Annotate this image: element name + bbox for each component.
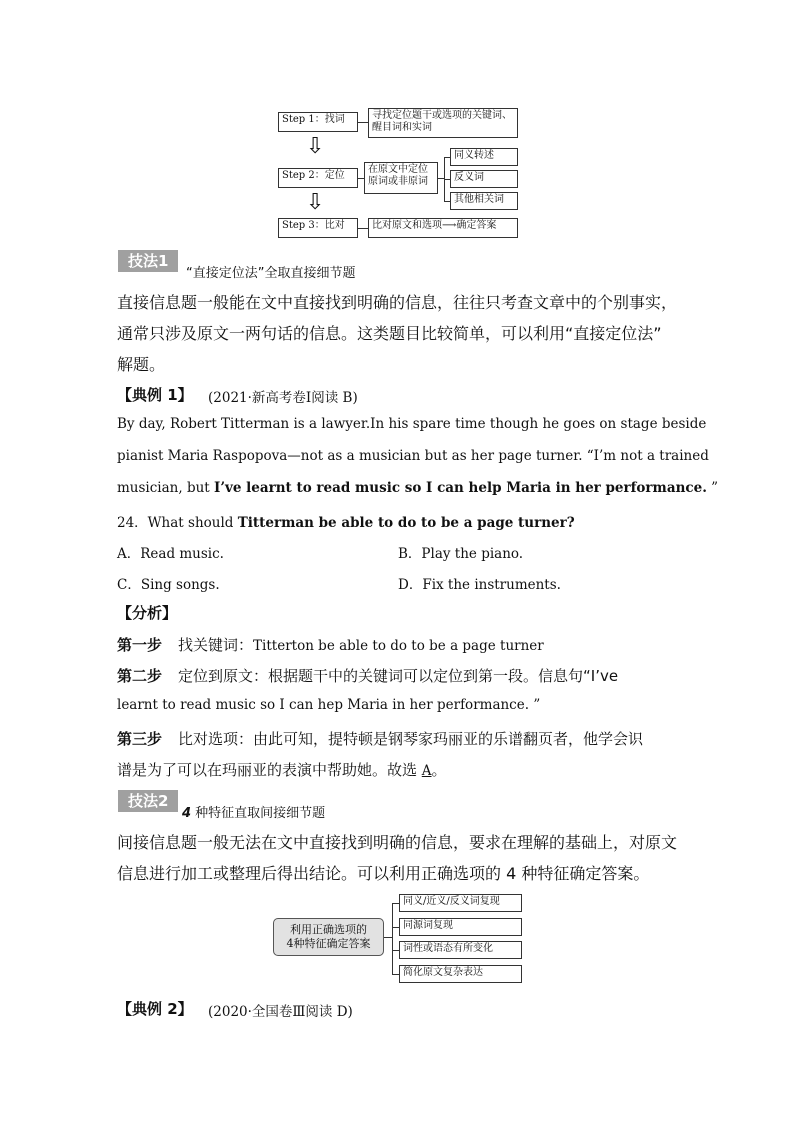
bracket-tick [392,927,399,928]
step1-heading: 找关键词： [178,636,254,654]
step3-desc-b: 确定答案 [456,220,497,231]
example-1-source: (2021·新高考卷Ⅰ阅读 B) [208,390,358,406]
step2-desc-line1: 在原文中定位 [368,164,428,175]
step3-box: Step 3：比对 [278,218,358,238]
option-a: A．Read music. [117,546,224,562]
example-1-label: 【典例 1】 [117,386,193,404]
option-related-box: 其他相关词 [450,192,518,210]
analysis-step2-cont: learnt to read music so I can hep Maria in her performance. ” [117,697,541,713]
technique-2-title-text: 种特征直取间接细节题 [191,806,326,821]
step2-desc-box [364,162,438,194]
technique-2-number: 4 [182,806,192,821]
question-stem-start: 24．What should [117,515,238,531]
bracket-tick [392,974,399,975]
step1-desc-box [368,108,518,138]
step3-desc-a: 比对原文和选项 [372,220,442,231]
technique-2-badge: 技法2 [118,790,178,812]
option-b: B．Play the piano. [398,546,524,562]
analysis-heading: 【分析】 [117,604,178,622]
step2-desc-line2: 原词或非原词 [368,176,428,187]
question-keywords: Titterman be able to do to be a page turner? [237,515,575,531]
locate-flow-diagram [270,100,530,240]
passage-line3-start: musician, but [117,480,214,496]
feature-3-box: 词性或语态有所变化 [399,941,522,959]
analysis-step1 [117,634,544,655]
analysis-step3-cont [117,759,447,780]
step1-desc-line2: 醒目词和实词 [372,122,432,133]
step3-cont-b: 。 [431,761,447,779]
option-synonym-box: 同义转述 [450,148,518,166]
example-2-source: (2020·全国卷Ⅲ阅读 D) [208,1004,353,1020]
passage-line1: By day, Robert Titterman is a lawyer.In his spare time though he goes on stage beside [117,416,707,432]
analysis-step3 [117,728,643,749]
bracket-tick [392,950,399,951]
connector [358,228,368,229]
option-d: D．Fix the instruments. [398,577,561,593]
center-box [273,918,384,956]
passage-line3 [117,480,718,496]
step3-desc-box [368,218,518,238]
passage-line3-end: ” [706,480,719,496]
down-arrow-icon: ⇩ [306,190,325,215]
technique-1-badge: 技法1 [118,250,178,272]
down-arrow-icon: ⇩ [306,134,325,159]
tech1-para-line1: 直接信息题一般能在文中直接找到明确的信息，往往只考查文章中的个别事实， [117,293,678,312]
step3-heading: 比对选项：由此可知，提特顿是钢琴家玛丽亚的乐谱翻页者，他学会识 [178,730,644,748]
tech2-para-line2: 信息进行加工或整理后得出结论。可以利用正确选项的 4 种特征确定答案。 [117,864,650,883]
tech1-para-line3: 解题。 [117,355,166,374]
connector [358,122,368,123]
technique-2-title [182,802,325,821]
answer-letter: A [421,763,432,779]
step1-keywords: Titterton be able to do to be a page turner [253,638,544,654]
option-c: C．Sing songs. [117,577,220,593]
step1-box: Step 1：找词 [278,112,358,132]
center-line1: 利用正确选项的 [290,923,367,936]
feature-2-box: 同源词复现 [399,918,522,936]
step1-desc-line1: 寻找定位题干或选项的关键词、 [372,110,512,121]
step2-heading: 定位到原文：根据题干中的关键词可以定位到第一段。信息句“I’ve [178,667,619,685]
bracket-tick [392,903,399,904]
long-arrow-icon: ⟶ [442,220,457,231]
technique-1-title: “直接定位法”全取直接细节题 [186,266,356,281]
feature-1-box: 同义/近义/反义词复现 [399,894,522,912]
step2-label: 第二步 [117,667,163,685]
bracket-stem [384,937,392,938]
tech2-para-line1: 间接信息题一般无法在文中直接找到明确的信息，要求在理解的基础上，对原文 [117,833,678,852]
option-antonym-box: 反义词 [450,170,518,188]
center-line2: 4种特征确定答案 [286,937,371,950]
four-features-diagram [270,890,530,986]
feature-4-box: 简化原文复杂表达 [399,965,522,983]
step3-label: 第三步 [117,730,163,748]
tech1-para-line2: 通常只涉及原文一两句话的信息。这类题目比较简单，可以利用“直接定位法” [117,324,662,343]
step3-cont-a: 谱是为了可以在玛丽亚的表演中帮助她。故选 [117,761,422,779]
question-24 [117,511,575,531]
example-2-label: 【典例 2】 [117,1000,193,1018]
step2-box: Step 2：定位 [278,168,358,188]
key-sentence: I’ve learnt to read music so I can help Maria in her performance. [214,480,707,496]
step1-label: 第一步 [117,636,163,654]
passage-line2: pianist Maria Raspopova—not as a musician but as her page turner. “I’m not a trained [117,448,709,464]
analysis-step2 [117,665,618,686]
bracket-vertical [392,903,393,974]
